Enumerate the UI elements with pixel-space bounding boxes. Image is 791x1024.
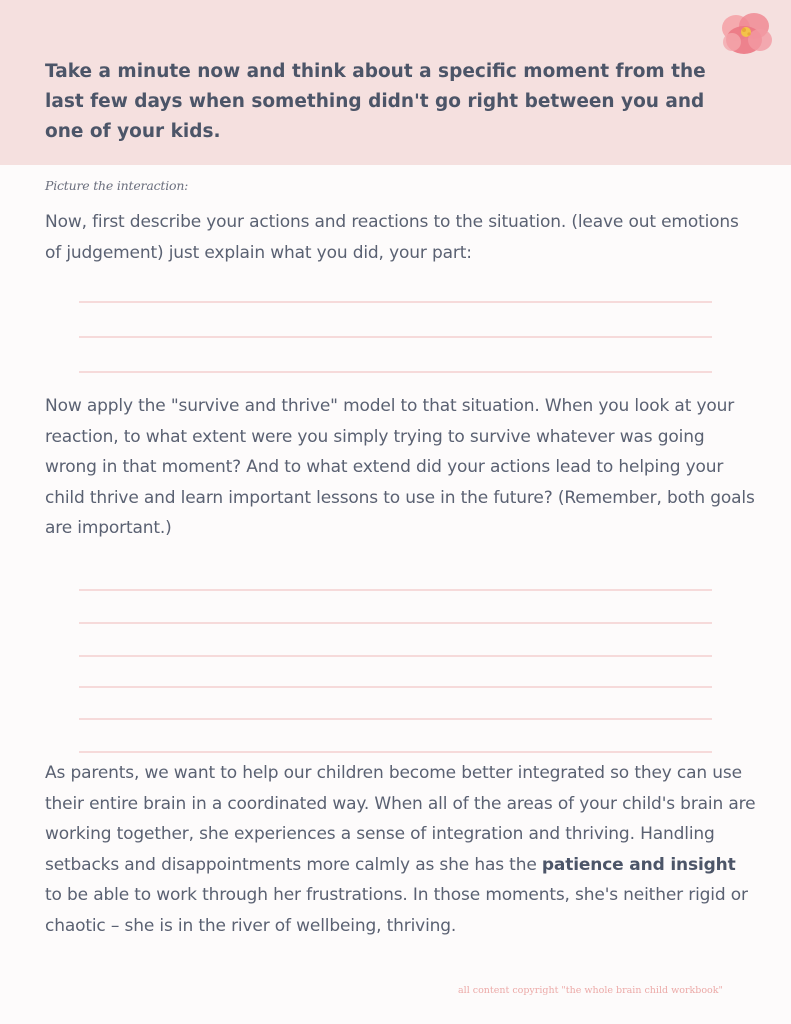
- writing-line: [79, 371, 712, 373]
- section-label: Picture the interaction:: [45, 178, 189, 193]
- writing-line: [79, 622, 712, 624]
- emphasis-text: patience and insight: [541, 854, 736, 875]
- writing-line: [79, 589, 712, 591]
- writing-line: [79, 301, 712, 303]
- header-banner: [0, 0, 791, 165]
- copyright-footer: all content copyright "the whole brain child workbook": [458, 985, 723, 996]
- prompt-actions: Now, first describe your actions and reactions to the situation. (leave out emotions of judgement) just explain what you did, your part:: [45, 212, 739, 263]
- paragraph-text: As parents, we want to help our children become better integrated so they can use their entire brain in a coordinated way. When all of the areas of your child's brain are working together, she experiences a sense of integration and thriving. Handling setbacks and disappointments more calmly as she has the: [45, 763, 756, 875]
- integration-paragraph: [45, 758, 757, 941]
- writing-line: [79, 751, 712, 753]
- writing-line: [79, 718, 712, 720]
- writing-line: [79, 336, 712, 338]
- writing-line: [79, 655, 712, 657]
- paragraph-text-end: to be able to work through her frustrations. In those moments, she's neither rigid or chaotic – she is in the river of wellbeing, thriving.: [45, 854, 754, 936]
- prompt-survive-thrive: Now apply the "survive and thrive" model to that situation. When you look at your reaction, to what extent were you simply trying to survive whatever was going wrong in that moment? And to what extend did your actions lead to helping your child thrive and learn important lessons to use in the future? (Remember, both goals are important.): [45, 396, 755, 538]
- page-title: Take a minute now and think about a specific moment from the last few days when something didn't go right between you and one of your kids.: [45, 61, 706, 142]
- writing-line: [79, 686, 712, 688]
- flower-icon: [718, 10, 774, 58]
